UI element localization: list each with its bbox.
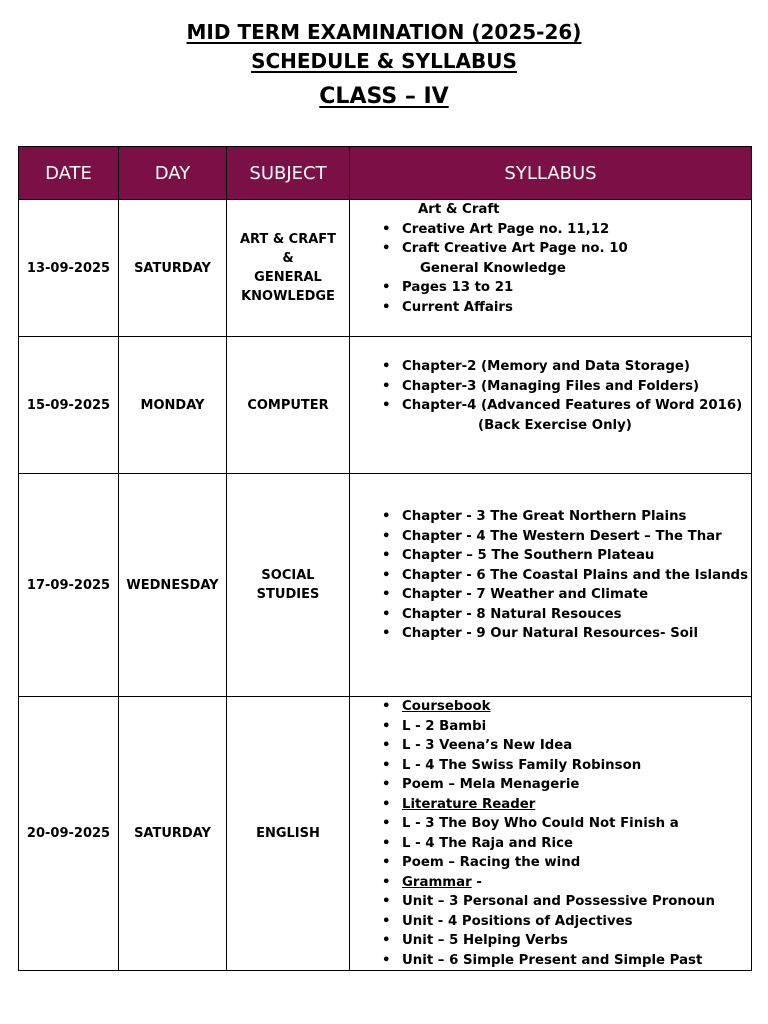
exam-day: WEDNESDAY	[119, 474, 227, 697]
syllabus-item-text: Unit – 6 Simple Present and Simple Past	[402, 952, 703, 968]
syllabus-item-text: L - 4 The Raja and Rice	[402, 835, 573, 851]
exam-day: SATURDAY	[119, 200, 227, 337]
syllabus-item-text: Chapter - 3 The Great Northern Plains	[402, 509, 687, 524]
subject-line: COMPUTER	[247, 397, 329, 413]
syllabus-item	[350, 795, 751, 815]
syllabus-item	[350, 775, 751, 795]
syllabus-item	[350, 396, 751, 416]
syllabus-item-text: Chapter-4 (Advanced Features of Word 2016)	[402, 398, 743, 413]
exam-title: MID TERM EXAMINATION (2025-26)	[186, 20, 582, 44]
exam-subject	[227, 200, 350, 337]
syllabus-item-text: L - 2 Bambi	[402, 718, 487, 734]
subject-line: ART & CRAFT	[239, 232, 337, 247]
syllabus-item	[350, 605, 751, 625]
table-row	[19, 200, 752, 337]
class-title: CLASS – IV	[319, 84, 449, 109]
syllabus-item-text: Unit – 3 Personal and Possessive Pronoun	[402, 894, 715, 909]
syllabus-item	[350, 220, 751, 240]
syllabus-item-text: Chapter-3 (Managing Files and Folders)	[402, 378, 700, 394]
syllabus-item	[350, 357, 751, 377]
syllabus-item	[350, 259, 751, 279]
column-header-syllabus: SYLLABUS	[350, 147, 752, 200]
syllabus-item	[350, 951, 751, 971]
syllabus-item	[350, 834, 751, 854]
schedule-title: SCHEDULE & SYLLABUS	[251, 49, 517, 73]
exam-subject	[227, 337, 350, 474]
syllabus-item-text: L - 3 The Boy Who Could Not Finish a	[402, 816, 679, 831]
syllabus-item-text: Unit – 5 Helping Verbs	[402, 933, 568, 948]
syllabus-item-text: Literature Reader	[402, 796, 536, 812]
schedule-table	[18, 146, 752, 971]
syllabus-item-text: Poem – Mela Menagerie	[402, 777, 580, 792]
column-header-subject: SUBJECT	[227, 147, 350, 200]
exam-day: SATURDAY	[119, 697, 227, 971]
exam-date: 13-09-2025	[19, 200, 119, 337]
syllabus-cell	[350, 337, 752, 474]
syllabus-item-suffix: -	[471, 874, 482, 890]
syllabus-item	[350, 931, 751, 951]
subject-line: &	[282, 251, 294, 266]
syllabus-item-text: (Back Exercise Only)	[478, 417, 632, 433]
syllabus-item	[350, 697, 751, 717]
table-row	[19, 337, 752, 474]
syllabus-item	[350, 873, 751, 893]
syllabus-item	[350, 377, 751, 397]
syllabus-item-text: L - 4 The Swiss Family Robinson	[402, 757, 642, 773]
syllabus-cell	[350, 697, 752, 971]
syllabus-item	[350, 566, 751, 586]
subject-line: ENGLISH	[256, 826, 320, 841]
syllabus-item	[350, 853, 751, 873]
syllabus-item-text: Chapter - 8 Natural Resouces	[402, 606, 622, 622]
exam-date: 17-09-2025	[19, 474, 119, 697]
table-row	[19, 697, 752, 971]
subject-line: STUDIES	[256, 587, 320, 602]
syllabus-item-text: Chapter - 4 The Western Desert – The Thar	[402, 528, 722, 544]
exam-date: 20-09-2025	[19, 697, 119, 971]
subject-line: GENERAL	[254, 270, 322, 285]
syllabus-item	[350, 717, 751, 737]
syllabus-item-text: General Knowledge	[420, 260, 566, 276]
syllabus-item	[350, 814, 751, 834]
syllabus-item-text: Grammar	[402, 874, 472, 890]
syllabus-item-text: Unit - 4 Positions of Adjectives	[402, 913, 633, 929]
syllabus-item	[350, 278, 751, 298]
subject-line: KNOWLEDGE	[241, 289, 335, 304]
column-header-day: DAY	[119, 147, 227, 200]
syllabus-item	[350, 527, 751, 547]
syllabus-item-text: Chapter - 6 The Coastal Plains and the Islands	[402, 567, 748, 583]
syllabus-item	[350, 736, 751, 756]
syllabus-item	[350, 912, 751, 932]
table-row	[19, 474, 752, 697]
subject-line: SOCIAL	[261, 568, 315, 583]
syllabus-item	[350, 624, 751, 644]
exam-day: MONDAY	[119, 337, 227, 474]
syllabus-item	[350, 892, 751, 912]
syllabus-item-text: Poem – Racing the wind	[402, 855, 581, 870]
syllabus-cell	[350, 200, 752, 337]
syllabus-item	[350, 298, 751, 318]
syllabus-item	[350, 239, 751, 259]
syllabus-item	[350, 200, 751, 220]
syllabus-item-text: Craft Creative Art Page no. 10	[402, 241, 628, 256]
syllabus-item	[350, 416, 751, 436]
syllabus-item-text: Chapter – 5 The Southern Plateau	[402, 548, 655, 563]
exam-subject	[227, 697, 350, 971]
syllabus-item	[350, 756, 751, 776]
syllabus-item-text: Creative Art Page no. 11,12	[402, 221, 610, 237]
syllabus-item	[350, 507, 751, 527]
syllabus-item-text: Art & Craft	[418, 202, 500, 217]
syllabus-item-text: Chapter - 9 Our Natural Resources- Soil	[402, 626, 699, 641]
syllabus-item-text: Chapter-2 (Memory and Data Storage)	[402, 359, 690, 374]
syllabus-item-text: Pages 13 to 21	[402, 280, 514, 295]
syllabus-cell	[350, 474, 752, 697]
syllabus-item	[350, 546, 751, 566]
syllabus-item-text: Coursebook	[402, 699, 491, 714]
exam-date: 15-09-2025	[19, 337, 119, 474]
exam-subject	[227, 474, 350, 697]
table-header-row	[19, 147, 752, 200]
syllabus-item-text: Current Affairs	[402, 299, 513, 315]
column-header-date: DATE	[19, 147, 119, 200]
syllabus-item	[350, 585, 751, 605]
syllabus-item-text: L - 3 Veena’s New Idea	[402, 738, 573, 753]
syllabus-item-text: Chapter - 7 Weather and Climate	[402, 587, 649, 602]
